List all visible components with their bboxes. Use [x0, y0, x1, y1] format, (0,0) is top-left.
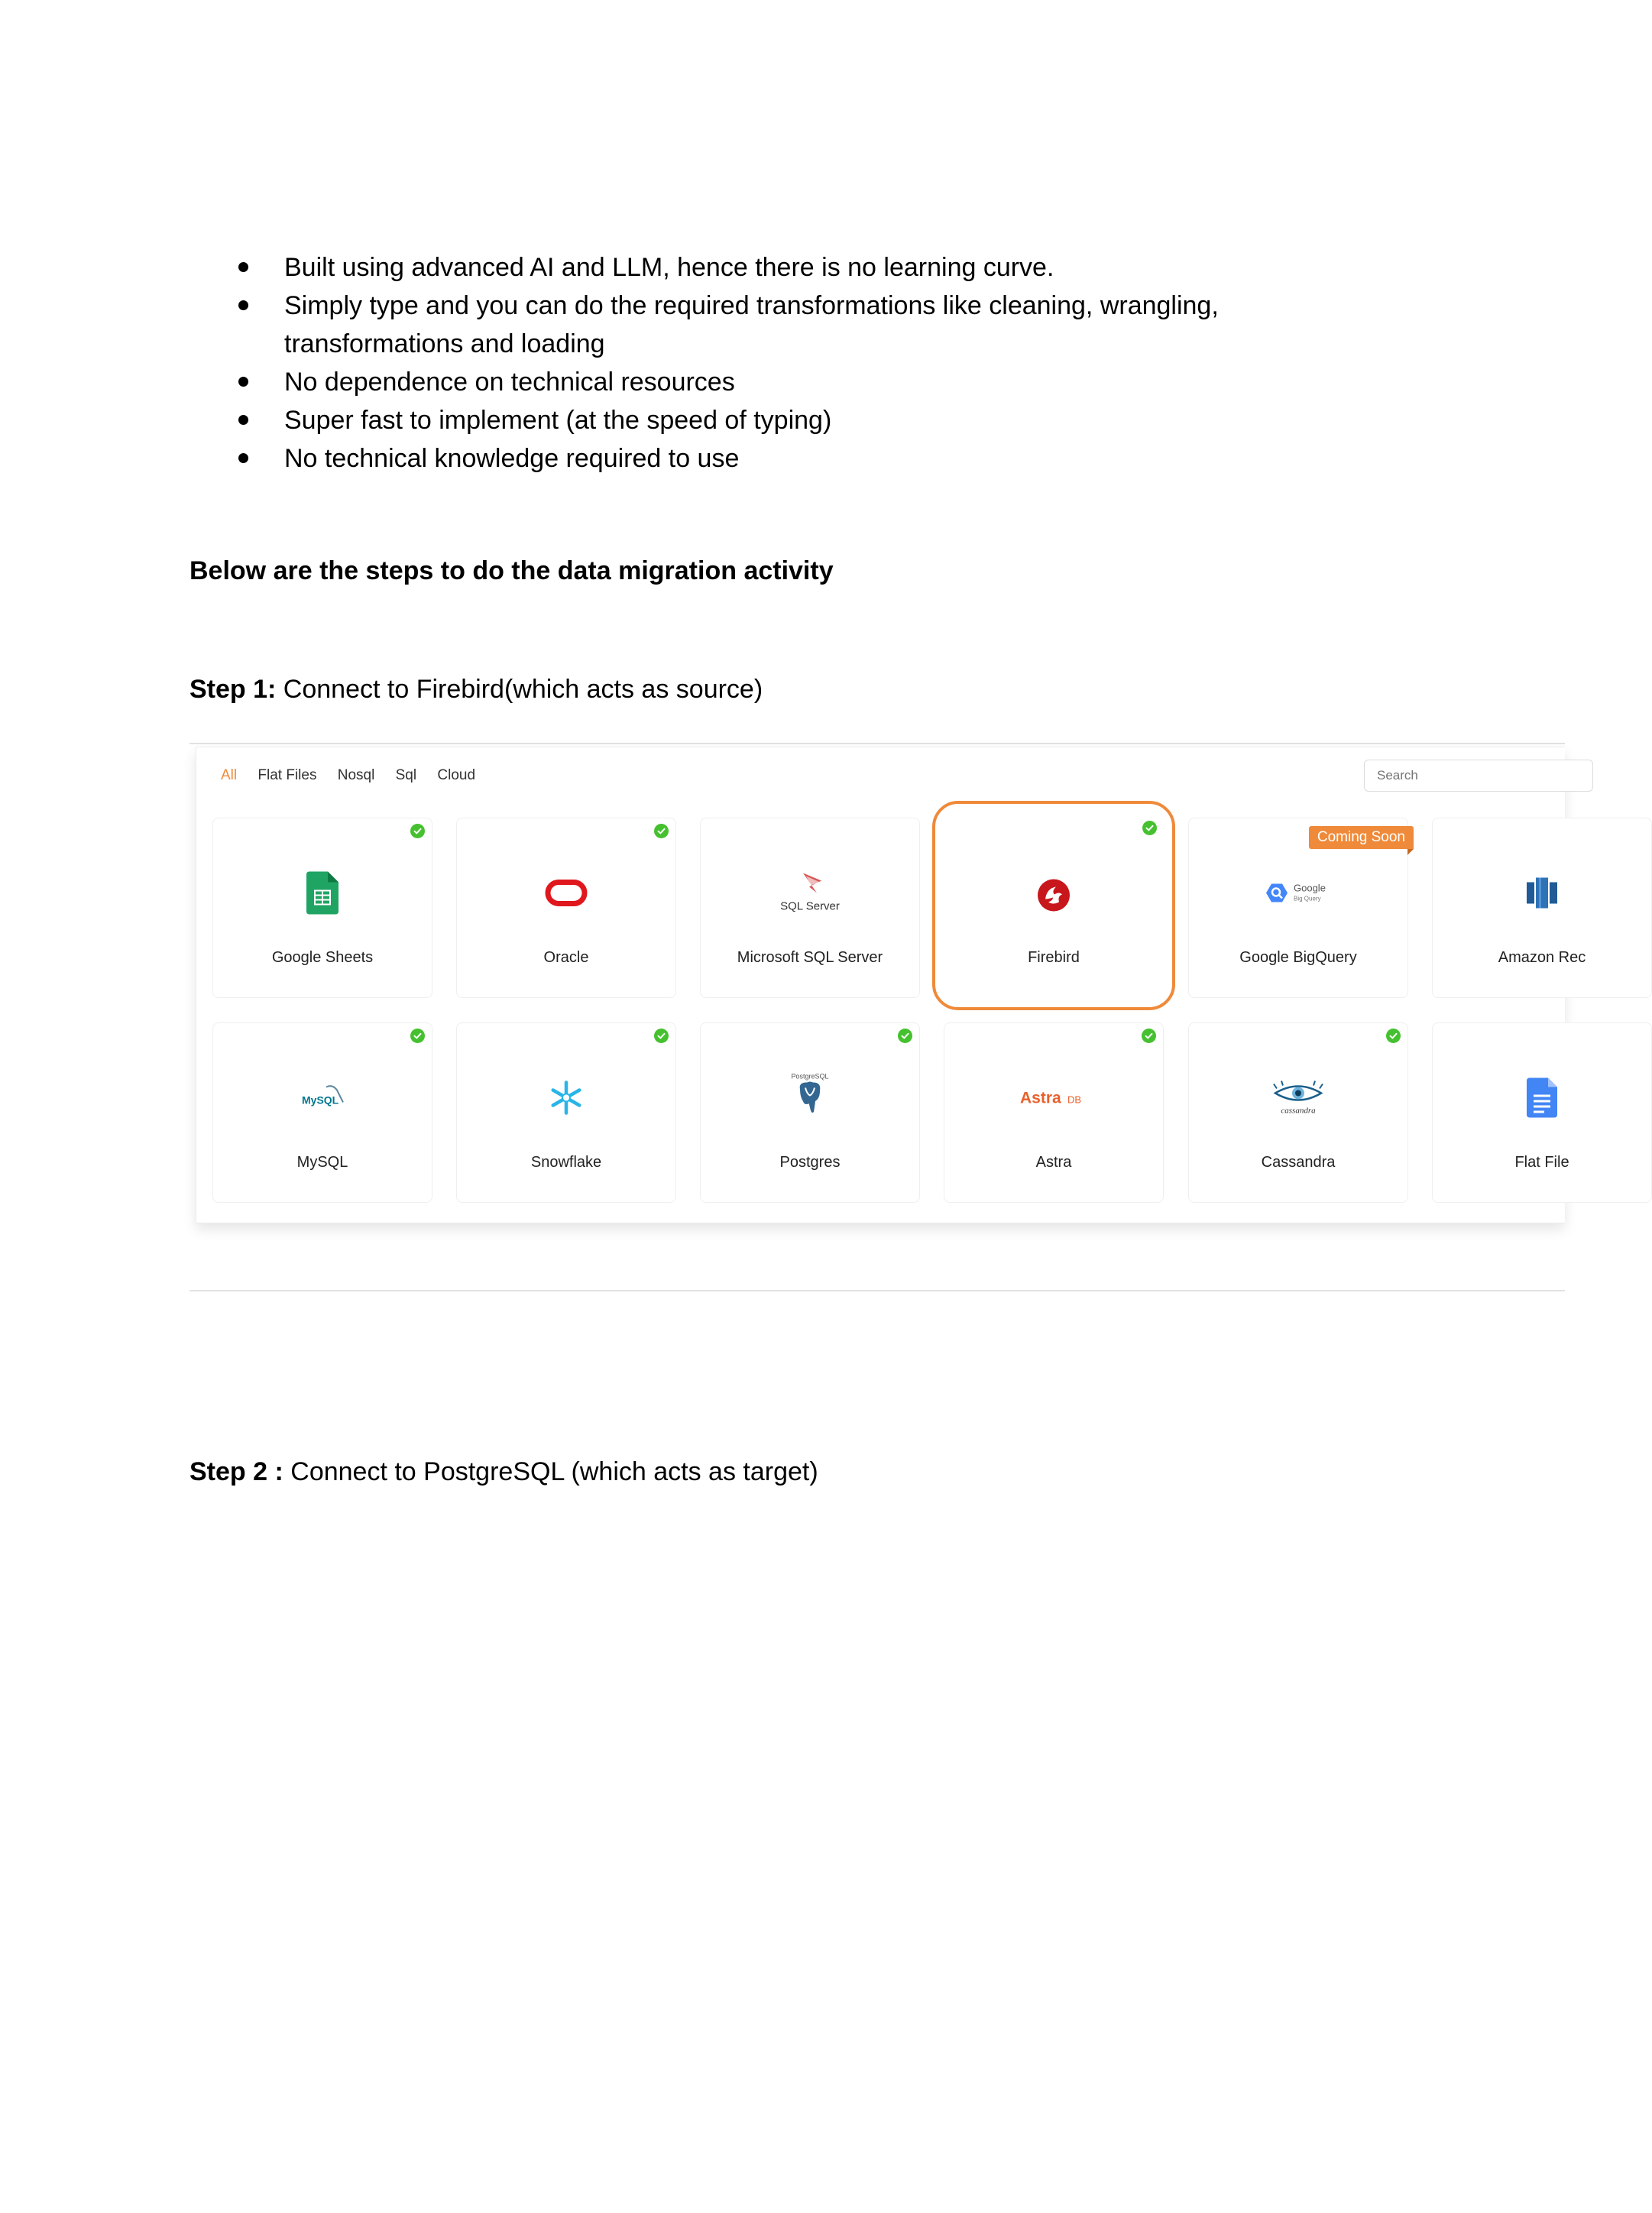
divider-bottom	[189, 1290, 1565, 1291]
steps-heading: Below are the steps to do the data migration activity	[189, 556, 834, 585]
tab-flat-files[interactable]: Flat Files	[258, 767, 317, 783]
connected-check-icon	[898, 1029, 912, 1043]
mysql-icon	[296, 1081, 349, 1119]
bullet-item	[229, 439, 1375, 478]
bullet-item	[229, 401, 1375, 439]
tab-all[interactable]: All	[221, 767, 238, 783]
card-astra[interactable]	[944, 1022, 1164, 1203]
step-2-text: Connect to PostgreSQL (which acts as target)	[283, 1457, 818, 1486]
connected-check-icon	[410, 824, 425, 838]
oracle-icon	[545, 880, 588, 911]
card-google-bigquery[interactable]	[1188, 818, 1408, 998]
bullet-dot	[238, 415, 248, 425]
sql-server-icon	[776, 870, 844, 920]
card-label: Google BigQuery	[1239, 949, 1357, 966]
card-snowflake[interactable]	[456, 1022, 676, 1203]
bullet-text: No technical knowledge required to use	[284, 444, 740, 473]
connected-check-icon	[654, 1029, 669, 1043]
connected-check-icon	[654, 824, 669, 838]
flat-file-icon	[1527, 1078, 1557, 1122]
coming-soon-text: Coming Soon	[1317, 829, 1405, 845]
cassandra-icon	[1268, 1078, 1329, 1122]
card-oracle[interactable]	[456, 818, 676, 998]
astra-logo-sub: DB	[1067, 1094, 1082, 1106]
bullet-text: Built using advanced AI and LLM, hence there is no learning curve.	[284, 253, 1054, 282]
tab-nosql[interactable]: Nosql	[337, 767, 375, 783]
card-google-sheets[interactable]	[212, 818, 432, 998]
card-firebird[interactable]	[932, 801, 1175, 1010]
card-flat-file[interactable]	[1432, 1022, 1652, 1203]
category-tabs	[221, 767, 492, 784]
bigquery-logo-line2: Big Query	[1294, 895, 1321, 902]
card-mysql[interactable]	[212, 1022, 432, 1203]
tab-cloud[interactable]: Cloud	[437, 767, 476, 783]
card-amazon-redshift[interactable]	[1432, 818, 1652, 998]
connected-check-icon	[1142, 821, 1157, 835]
bullet-dot	[238, 262, 248, 272]
cassandra-logo-text: cassandra	[1281, 1106, 1316, 1116]
card-label: Firebird	[1028, 949, 1080, 966]
tab-sql[interactable]: Sql	[395, 767, 417, 783]
astra-icon	[1015, 1087, 1092, 1113]
divider-top	[189, 743, 1565, 744]
card-postgres[interactable]	[700, 1022, 920, 1203]
bullet-item	[229, 287, 1375, 363]
feature-bullet-list	[229, 248, 1375, 478]
google-sheets-icon	[306, 872, 338, 919]
step-2	[189, 1457, 818, 1487]
bullet-dot	[238, 453, 248, 463]
bullet-item	[229, 248, 1375, 287]
bullet-dot	[238, 300, 248, 310]
mysql-logo-text: MySQL	[302, 1094, 339, 1106]
bullet-text: Simply type and you can do the required transformations like cleaning, wrangling, transformations and loading	[284, 291, 1219, 358]
step-2-label: Step 2 :	[189, 1457, 283, 1486]
card-label: Astra	[1035, 1154, 1072, 1171]
bullet-text: Super fast to implement (at the speed of typing)	[284, 406, 832, 435]
card-label: Amazon Rec	[1498, 949, 1586, 966]
sql-server-logo-text: SQL Server	[780, 899, 840, 913]
card-label: Google Sheets	[271, 949, 374, 966]
amazon-redshift-icon	[1525, 875, 1559, 915]
card-sql-server[interactable]	[700, 818, 920, 998]
snowflake-icon	[549, 1081, 584, 1119]
firebird-icon	[1036, 878, 1071, 917]
connected-check-icon	[1142, 1029, 1156, 1043]
bullet-dot	[238, 377, 248, 387]
postgres-logo-text: PostgreSQL	[791, 1072, 829, 1081]
bigquery-logo-line1: Google	[1294, 882, 1326, 894]
connector-screenshot	[196, 747, 1586, 1223]
card-label: Oracle	[543, 949, 589, 966]
postgres-icon	[779, 1071, 841, 1123]
step-1	[189, 675, 763, 705]
connected-check-icon	[410, 1029, 425, 1043]
coming-soon-badge	[1309, 826, 1414, 849]
card-label: Flat File	[1514, 1154, 1569, 1171]
card-label: Snowflake	[530, 1154, 602, 1171]
connected-check-icon	[1386, 1029, 1401, 1043]
card-label: Microsoft SQL Server	[737, 949, 883, 966]
astra-logo-text: Astra	[1020, 1089, 1061, 1107]
card-cassandra[interactable]	[1188, 1022, 1408, 1203]
card-label: Postgres	[779, 1154, 841, 1171]
step-1-text: Connect to Firebird(which acts as source)	[276, 675, 763, 704]
bullet-item	[229, 363, 1375, 401]
card-label: MySQL	[296, 1154, 348, 1171]
search-input[interactable]	[1364, 760, 1593, 792]
card-label: Cassandra	[1261, 1154, 1336, 1171]
step-1-label: Step 1:	[189, 675, 277, 704]
bullet-text: No dependence on technical resources	[284, 368, 735, 397]
bigquery-icon	[1262, 878, 1335, 912]
